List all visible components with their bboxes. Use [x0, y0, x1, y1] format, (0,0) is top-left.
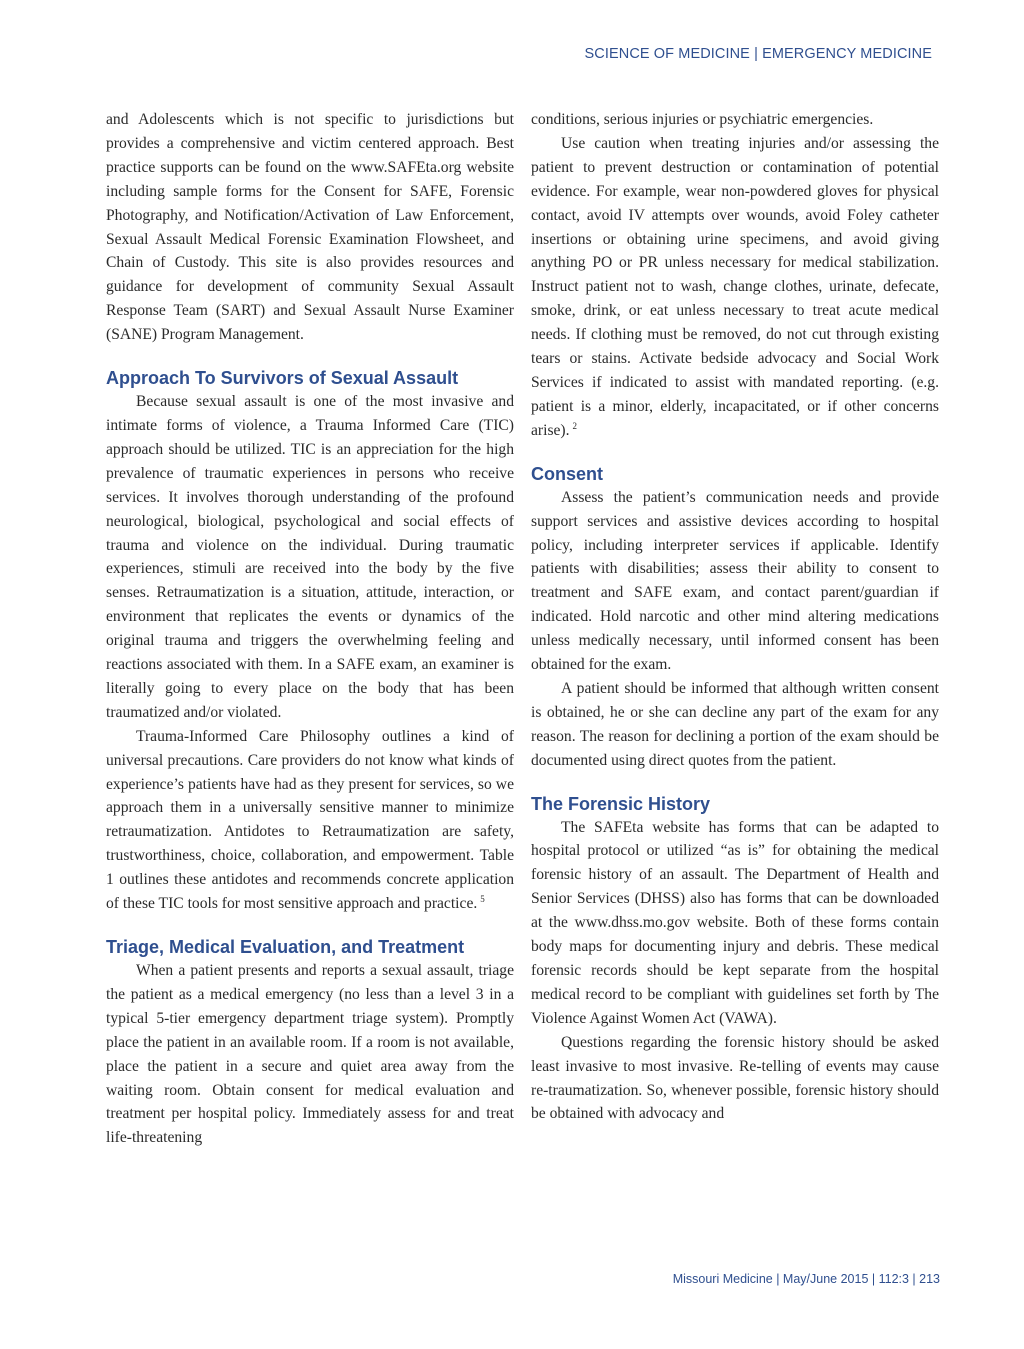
- triage-heading: Triage, Medical Evaluation, and Treatment: [106, 937, 465, 957]
- approach-paragraph-2: [106, 725, 514, 916]
- right-column: [531, 108, 939, 1126]
- reference-5: 5: [480, 893, 485, 904]
- page-footer: Missouri Medicine | May/June 2015 | 112:3 | 213: [672, 1272, 940, 1286]
- forensic-paragraph-1: The SAFEta website has forms that can be adapted to hospital protocol or utilized “as is” for obtaining the medical forensic history of an assault. The Department of Health and Senior Services (DHSS) also has forms that can be downloaded at the www.dhss.mo.gov website. Both of these forms contain body maps for documenting injury and debris. These medical forensic records should be kept separate from the hospital medical record to be compliant with guidelines set forth by The Violence Against Women Act (VAWA).: [531, 818, 939, 1027]
- caution-paragraph: [531, 132, 939, 443]
- running-head: SCIENCE OF MEDICINE | EMERGENCY MEDICINE: [584, 46, 932, 62]
- forensic-history-heading: The Forensic History: [531, 793, 711, 814]
- triage-paragraph-1: When a patient presents and reports a sexual assault, triage the patient as a medical emergency (no less than a level 3 in a typical 5-tier emergency department triage system). Promptly place the patient in an available room. If a room is not available, place the patient in a secure and quiet area away from the waiting room. Obtain consent for medical evaluation and treatment per hospital policy. Immediately assess for and treat life-threatening: [106, 962, 514, 1147]
- left-column: [106, 108, 514, 1150]
- consent-paragraph-1: Assess the patient’s communication needs and provide support services and assistive devices according to hospital policy, including interpreter services if applicable. Identify patients with disabilities; assess their ability to consent to treatment and SAFE exam, and contact parent/guardian if indicated. Hold narcotic and other mind altering medications unless medically necessary, until informed consent has been obtained for the exam.: [531, 488, 939, 674]
- approach-paragraph-2-text: Trauma-Informed Care Philosophy outlines a kind of universal precautions. Care providers do not know what kinds of experience’s patients have had as they present for services, so we approach them in a universally sensitive manner to minimize retraumatization. Antidotes to Retraumatization are safety, trustworthiness, choice, collaboration, and empowerment. Table 1 outlines these antidotes and recommends concrete application of these TIC tools for most sensitive approach and practice.: [106, 727, 514, 913]
- continued-paragraph: conditions, serious injuries or psychiatric emergencies.: [531, 111, 874, 128]
- approach-heading: Approach To Survivors of Sexual Assault: [106, 368, 459, 389]
- approach-paragraph-1: Because sexual assault is one of the most invasive and intimate forms of violence, a Trauma Informed Care (TIC) approach should be utilized. TIC is an appreciation for the high prevalence of traumatic experiences in persons who receive services. It involves thorough understanding of the profound neurological, biological, psychological and social effects of trauma and violence on the individual. During traumatic experiences, stimuli are received into the body by the five senses. Retraumatization is a situation, attitude, interaction, or environment that replicates the events or dynamics of the original trauma and triggers the overwhelming feeling and reactions associated with them. In a SAFE exam, an examiner is literally going to every place on the body that has been traumatized and/or violated.: [106, 393, 514, 721]
- caution-paragraph-text: Use caution when treating injuries and/or assessing the patient to prevent destruction or contamination of potential evidence. For example, wear non-powdered gloves for physical contact, avoid IV attempts over wounds, avoid Foley catheter insertions or obtaining urine specimens, and avoid giving anything PO or PR unless necessary for medical stabilization. Instruct patient not to wash, change clothes, urinate, defecate, smoke, drink, or eat unless necessary to treat acute medical needs. If clothing must be removed, do not cut through existing tears or stains. Activate bedside advocacy and Social Work Services if indicated to assist with mandated reporting. (e.g. patient is a minor, elderly, incapacitated, or if other concerns arise).: [531, 134, 939, 439]
- forensic-paragraph-2: Questions regarding the forensic history should be asked least invasive to most invasive. Re-telling of events may cause re-traumatization. So, whenever possible, forensic history should be obtained with advocacy and: [531, 1033, 939, 1123]
- intro-paragraph: and Adolescents which is not specific to jurisdictions but provides a comprehensive and victim centered approach. Best practice supports can be found on the www.SAFEta.org website including sample forms for the Consent for SAFE, Forensic Photography, and Notification/Activation of Law Enforcement, Sexual Assault Medical Forensic Examination Flowsheet, and Chain of Custody. This site is also provides resources and guidance for development of community Sexual Assault Response Team (SART) and Sexual Assault Nurse Examiner (SANE) Program Management.: [106, 111, 514, 344]
- consent-paragraph-2: A patient should be informed that although written consent is obtained, he or she can decline any part of the exam for any reason. The reason for declining a portion of the exam should be documented using direct quotes from the patient.: [531, 679, 939, 769]
- consent-heading: Consent: [531, 463, 603, 484]
- reference-2: 2: [572, 420, 578, 431]
